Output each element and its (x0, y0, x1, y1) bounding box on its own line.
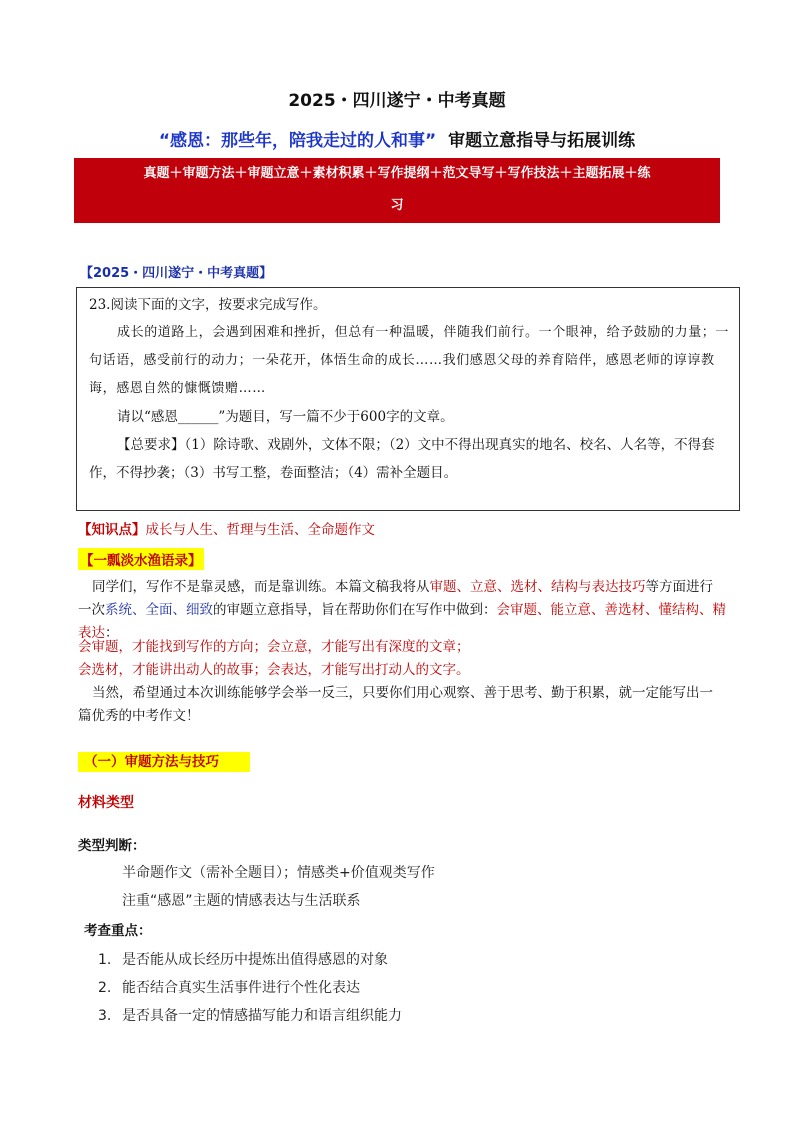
intro-keywords-3: 会审题、能立意、善选材、懂结构、精表达 (78, 602, 726, 641)
subtitle-text: 审题立意指导与拓展训练 (448, 131, 636, 151)
motto-line-2: 会选材，才能讲出动人的故事；会表达，才能写出打动人的文字。 (78, 662, 470, 678)
focus-item-number: 3. (98, 1008, 112, 1024)
intro-text-4: ： (105, 625, 119, 641)
question-box (76, 287, 740, 511)
motto-line-1: 会审题，才能找到写作的方向；会立意，才能写出有深度的文章； (78, 639, 470, 655)
banner-line-1: 真题＋审题方法＋审题立意＋素材积累＋写作提纲＋范文导写＋写作技法＋主题拓展＋练 (143, 166, 651, 181)
banner-line-2: 习 (390, 198, 404, 213)
intro-paragraph (78, 576, 726, 645)
document-subtitle (0, 126, 794, 151)
focus-label: 考查重点： (84, 923, 152, 939)
knowledge-label: 【知识点】 (78, 522, 146, 538)
type-judgement-label: 类型判断： (78, 838, 146, 854)
exam-tag: 【2025・四川遂宁・中考真题】 (80, 266, 273, 281)
quote-section-title: 【一瓢淡水渔语录】 (78, 548, 204, 570)
question-prompt: 请以“感恩______”为题目，写一篇不少于600字的文章。 (117, 409, 454, 425)
focus-item-number: 1. (98, 952, 112, 968)
focus-item (98, 977, 360, 997)
intro-keywords-2: 系统、全面、细致 (105, 602, 213, 618)
intro-text-2: 等方面进行一次 (78, 579, 713, 618)
knowledge-text: 成长与人生、哲理与生活、全命题作文 (145, 522, 375, 538)
focus-item-text: 是否能从成长经历中提炼出值得感恩的对象 (122, 952, 388, 968)
question-requirements (89, 431, 729, 487)
topic-quote: “感恩：那些年，陪我走过的人和事” (158, 131, 437, 151)
document-title: 2025・四川遂宁・中考真题 (288, 91, 506, 111)
knowledge-points (78, 518, 375, 538)
intro-keywords-1: 审题、立意、选材、结构与表达技巧 (429, 579, 646, 595)
focus-item-number: 2. (98, 980, 112, 996)
question-stem: 23.阅读下面的文字，按要求完成写作。 (89, 297, 327, 313)
contents-banner (74, 158, 720, 223)
intro-text: 同学们，写作不是靠灵感，而是靠训练。本篇文稿我将从 (92, 579, 430, 595)
question-material: 成长的道路上，会遇到困难和挫折，但总有一种温暖，伴随我们前行。一个眼神，给予鼓励的力量；一句话语，感受前行的动力；一朵花开，体悟生命的成长……我们感恩父母的养育陪伴，感恩老师的谆谆教诲，感恩自然的慷慨馈赠…… (89, 325, 730, 396)
judge-line-2: 注重“感恩”主题的情感表达与生活联系 (122, 893, 361, 909)
requirements-label: 【总要求】 (117, 437, 185, 453)
focus-item (98, 949, 388, 969)
focus-item-text: 能否结合真实生活事件进行个性化表达 (122, 980, 360, 996)
intro-text-3: 的审题立意指导，旨在帮助你们在写作中做到： (213, 602, 497, 618)
material-type-heading: 材料类型 (78, 795, 134, 811)
judge-line-1: 半命题作文（需补全题目）；情感类+价值观类写作 (122, 865, 435, 881)
closing-paragraph: 当然，希望通过本次训练能够学会举一反三，只要你们用心观察、善于思考、勤于积累，就一定能写出一篇优秀的中考作文！ (78, 685, 713, 724)
focus-item (98, 1005, 402, 1025)
focus-item-text: 是否具备一定的情感描写能力和语言组织能力 (122, 1008, 402, 1024)
section-heading: （一）审题方法与技巧 (78, 752, 250, 772)
requirements-text: （1）除诗歌、戏剧外，文体不限；（2）文中不得出现真实的地名、校名、人名等，不得套作，不得抄袭；（3）书写工整，卷面整洁；（4）需补全题目。 (89, 437, 715, 481)
